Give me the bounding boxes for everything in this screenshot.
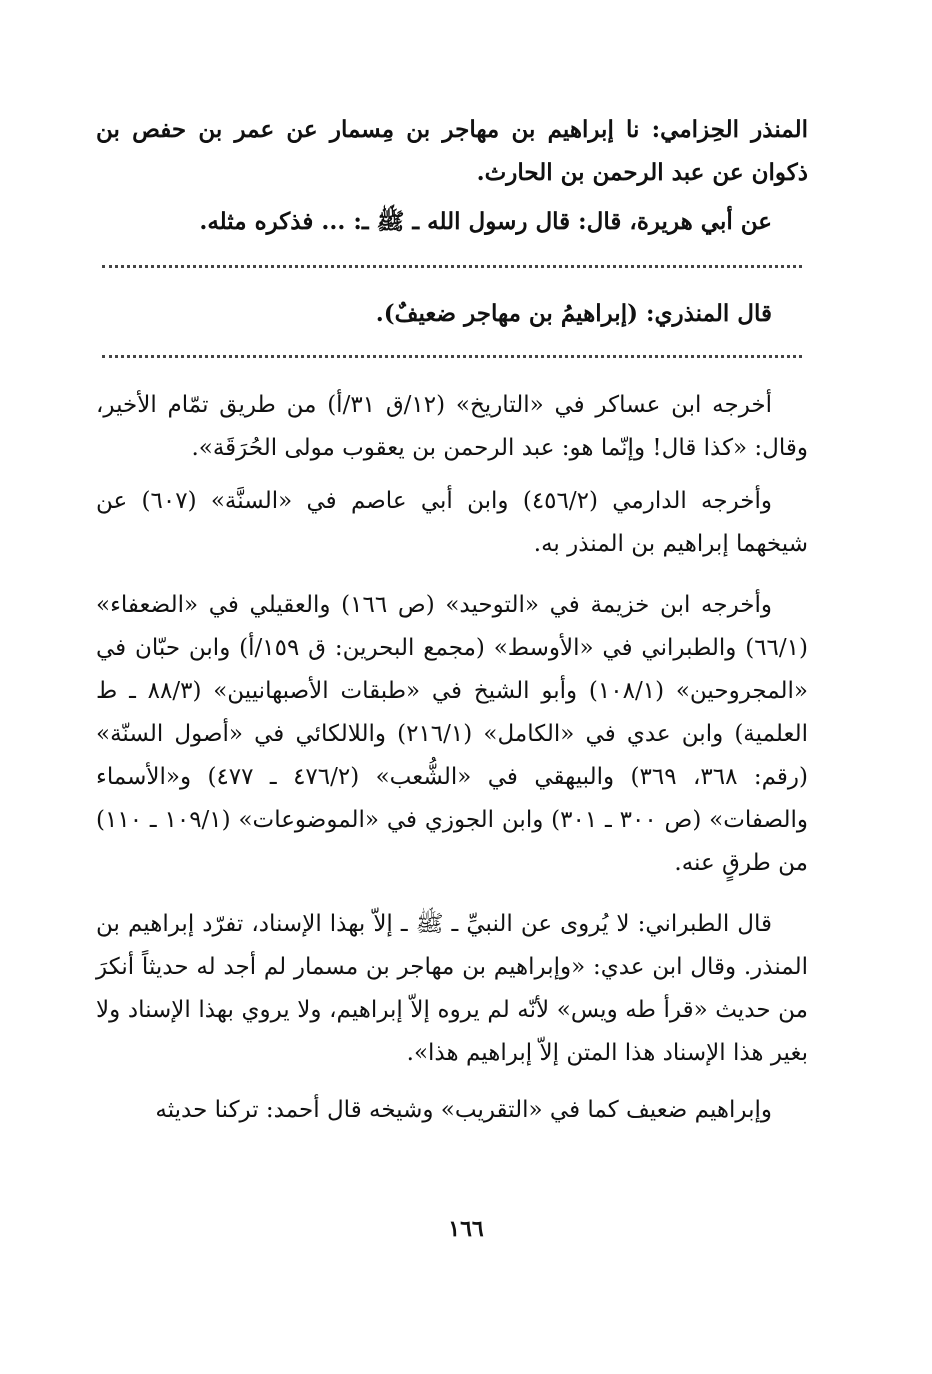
dotted-separator-top [102,265,802,268]
dotted-separator-bottom [102,355,802,358]
page-number: ١٦٦ [448,1216,484,1242]
commentary-paragraph-4: قال الطبراني: لا يُروى عن النبيِّ ـ ﷺ ـ إلاّ بهذا الإسناد، تفرّد إبراهيم بن المنذر. وقال ابن عدي: «وإبراهيم بن مهاجر بن مسمار لم أجد له حديثاً أنكرَ من حديث «قرأ طه ويس» لأنّه لم يروه إلاّ إبراهيم، ولا يروي بهذا الإسناد ولا بغير هذا الإسناد هذا المتن إلاّ إبراهيم هذا». [96,911,808,1066]
commentary-paragraph-1: أخرجه ابن عساكر في «التاريخ» (١٢/ق ٣١/أ) من طريق تمّام الأخير، وقال: «كذا قال! وإنّما هو: عبد الرحمن بن يعقوب مولى الحُرَقَة». [96,392,808,461]
commentary-paragraph-2: وأخرجه الدارمي (٤٥٦/٢) وابن أبي عاصم في «السنَّة» (٦٠٧) عن شيخهما إبراهيم بن المنذر به. [96,488,808,557]
hadith-chain: المنذر الحِزامي: نا إبراهيم بن مهاجر بن مِسمار عن عمر بن حفص بن ذكوان عن عبد الرحمن بن الحارث. [96,116,808,186]
page-body [96,108,808,1132]
mundhiri-quote: قال المنذري: (إبراهيمُ بن مهاجر ضعيفٌ). [375,300,772,327]
commentary-paragraph-5: وإبراهيم ضعيف كما في «التقريب» وشيخه قال أحمد: تركنا حديثه [155,1097,772,1123]
hadith-text: عن أبي هريرة، قال: قال رسول الله ـ ﷺ ـ: ... فذكره مثله. [199,208,772,235]
commentary-paragraph-3: وأخرجه ابن خزيمة في «التوحيد» (ص ١٦٦) والعقيلي في «الضعفاء» (٦٦/١) والطبراني في «الأوسط» (مجمع البحرين: ق ١٥٩/أ) وابن حبّان في «المجروحين» (١٠٨/١) وأبو الشيخ في «طبقات الأصبهانيين» (٨٨/٣ ـ ط العلمية) وابن عدي في «الكامل» (٢١٦/١) واللالكائي في «أصول السنّة» (رقم: ٣٦٨، ٣٦٩) والبيهقي في «الشُّعب» (٤٧٦/٢ ـ ٤٧٧) و«الأسماء والصفات» (ص ٣٠٠ ـ ٣٠١) وابن الجوزي في «الموضوعات» (١٠٩/١ ـ ١١٠) من طرقٍ عنه. [96,592,809,876]
